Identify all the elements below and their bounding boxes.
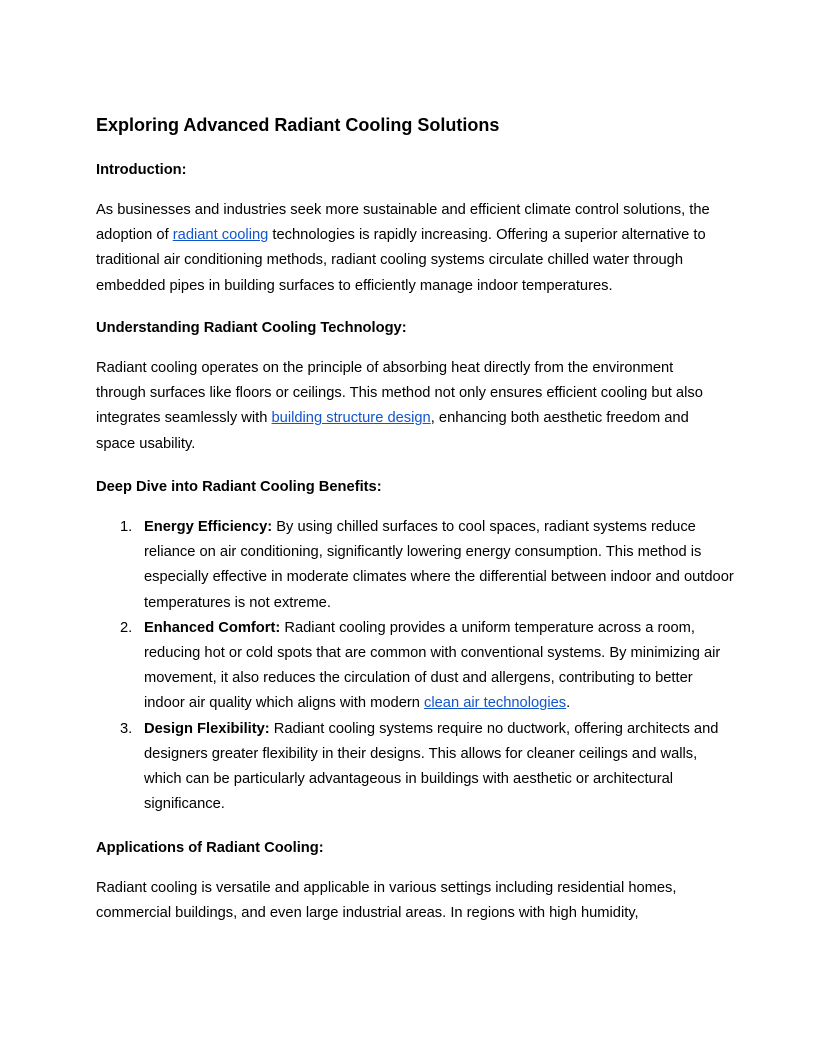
list-item-number: 1. <box>120 519 133 535</box>
list-item-text-after: . <box>566 695 571 712</box>
building-structure-design-link[interactable]: building structure design <box>271 410 431 427</box>
intro-text-before: As businesses and industries seek more sustainable and efficient climate control solutions, the adoption of <box>96 202 710 244</box>
intro-paragraph <box>96 198 726 299</box>
document-title: Exploring Advanced Radiant Cooling Solutions <box>96 115 500 135</box>
list-item <box>96 717 736 818</box>
benefits-heading: Deep Dive into Radiant Cooling Benefits: <box>96 479 382 495</box>
list-item-label: Energy Efficiency: <box>144 519 273 535</box>
list-item-number: 3. <box>120 720 133 737</box>
list-item-label: Design Flexibility: <box>144 720 270 737</box>
radiant-cooling-link[interactable]: radiant cooling <box>172 227 269 244</box>
benefits-list <box>96 515 736 817</box>
understanding-text-after: , enhancing both aesthetic freedom and space usability. <box>96 410 689 452</box>
list-item <box>96 515 736 616</box>
list-item-text: Radiant cooling provides a uniform temperature across a room, reducing hot or cold spots that are common with conventional systems. By minimizing air movement, it also reduces the circulation of dust and allergens, contributing to better indoor air quality which aligns with modern <box>144 619 721 712</box>
list-item-text: Radiant cooling systems require no ductwork, offering architects and designers greater flexibility in their designs. This allows for cleaner ceilings and walls, which can be particularly advantageous in buildings with aesthetic or architectural significance. <box>144 720 719 813</box>
list-item-number: 2. <box>120 619 133 636</box>
understanding-heading: Understanding Radiant Cooling Technology: <box>96 320 407 336</box>
understanding-text-before: Radiant cooling operates on the principle of absorbing heat directly from the environment through surfaces like floors or ceilings. This method not only ensures efficient cooling but also integrates seamlessly with <box>96 360 703 427</box>
list-item-text: By using chilled surfaces to cool spaces, radiant systems reduce reliance on air conditioning, significantly lowering energy consumption. This method is especially effective in moderate climates where the differential between indoor and outdoor temperatures is not extreme. <box>144 519 734 611</box>
clean-air-technologies-link[interactable]: clean air technologies <box>424 695 567 712</box>
list-item-label: Enhanced Comfort: <box>144 619 281 636</box>
understanding-paragraph <box>96 356 726 457</box>
list-item <box>96 616 736 717</box>
applications-paragraph: Radiant cooling is versatile and applicable in various settings including residential homes, commercial buildings, and even large industrial areas. In regions with high humidity, <box>96 880 677 922</box>
applications-heading: Applications of Radiant Cooling: <box>96 840 324 856</box>
intro-text-after: technologies is rapidly increasing. Offering a superior alternative to traditional air conditioning methods, radiant cooling systems circulate chilled water through embedded pipes in building surfaces to efficiently manage indoor temperatures. <box>96 227 706 294</box>
intro-heading: Introduction: <box>96 162 187 178</box>
